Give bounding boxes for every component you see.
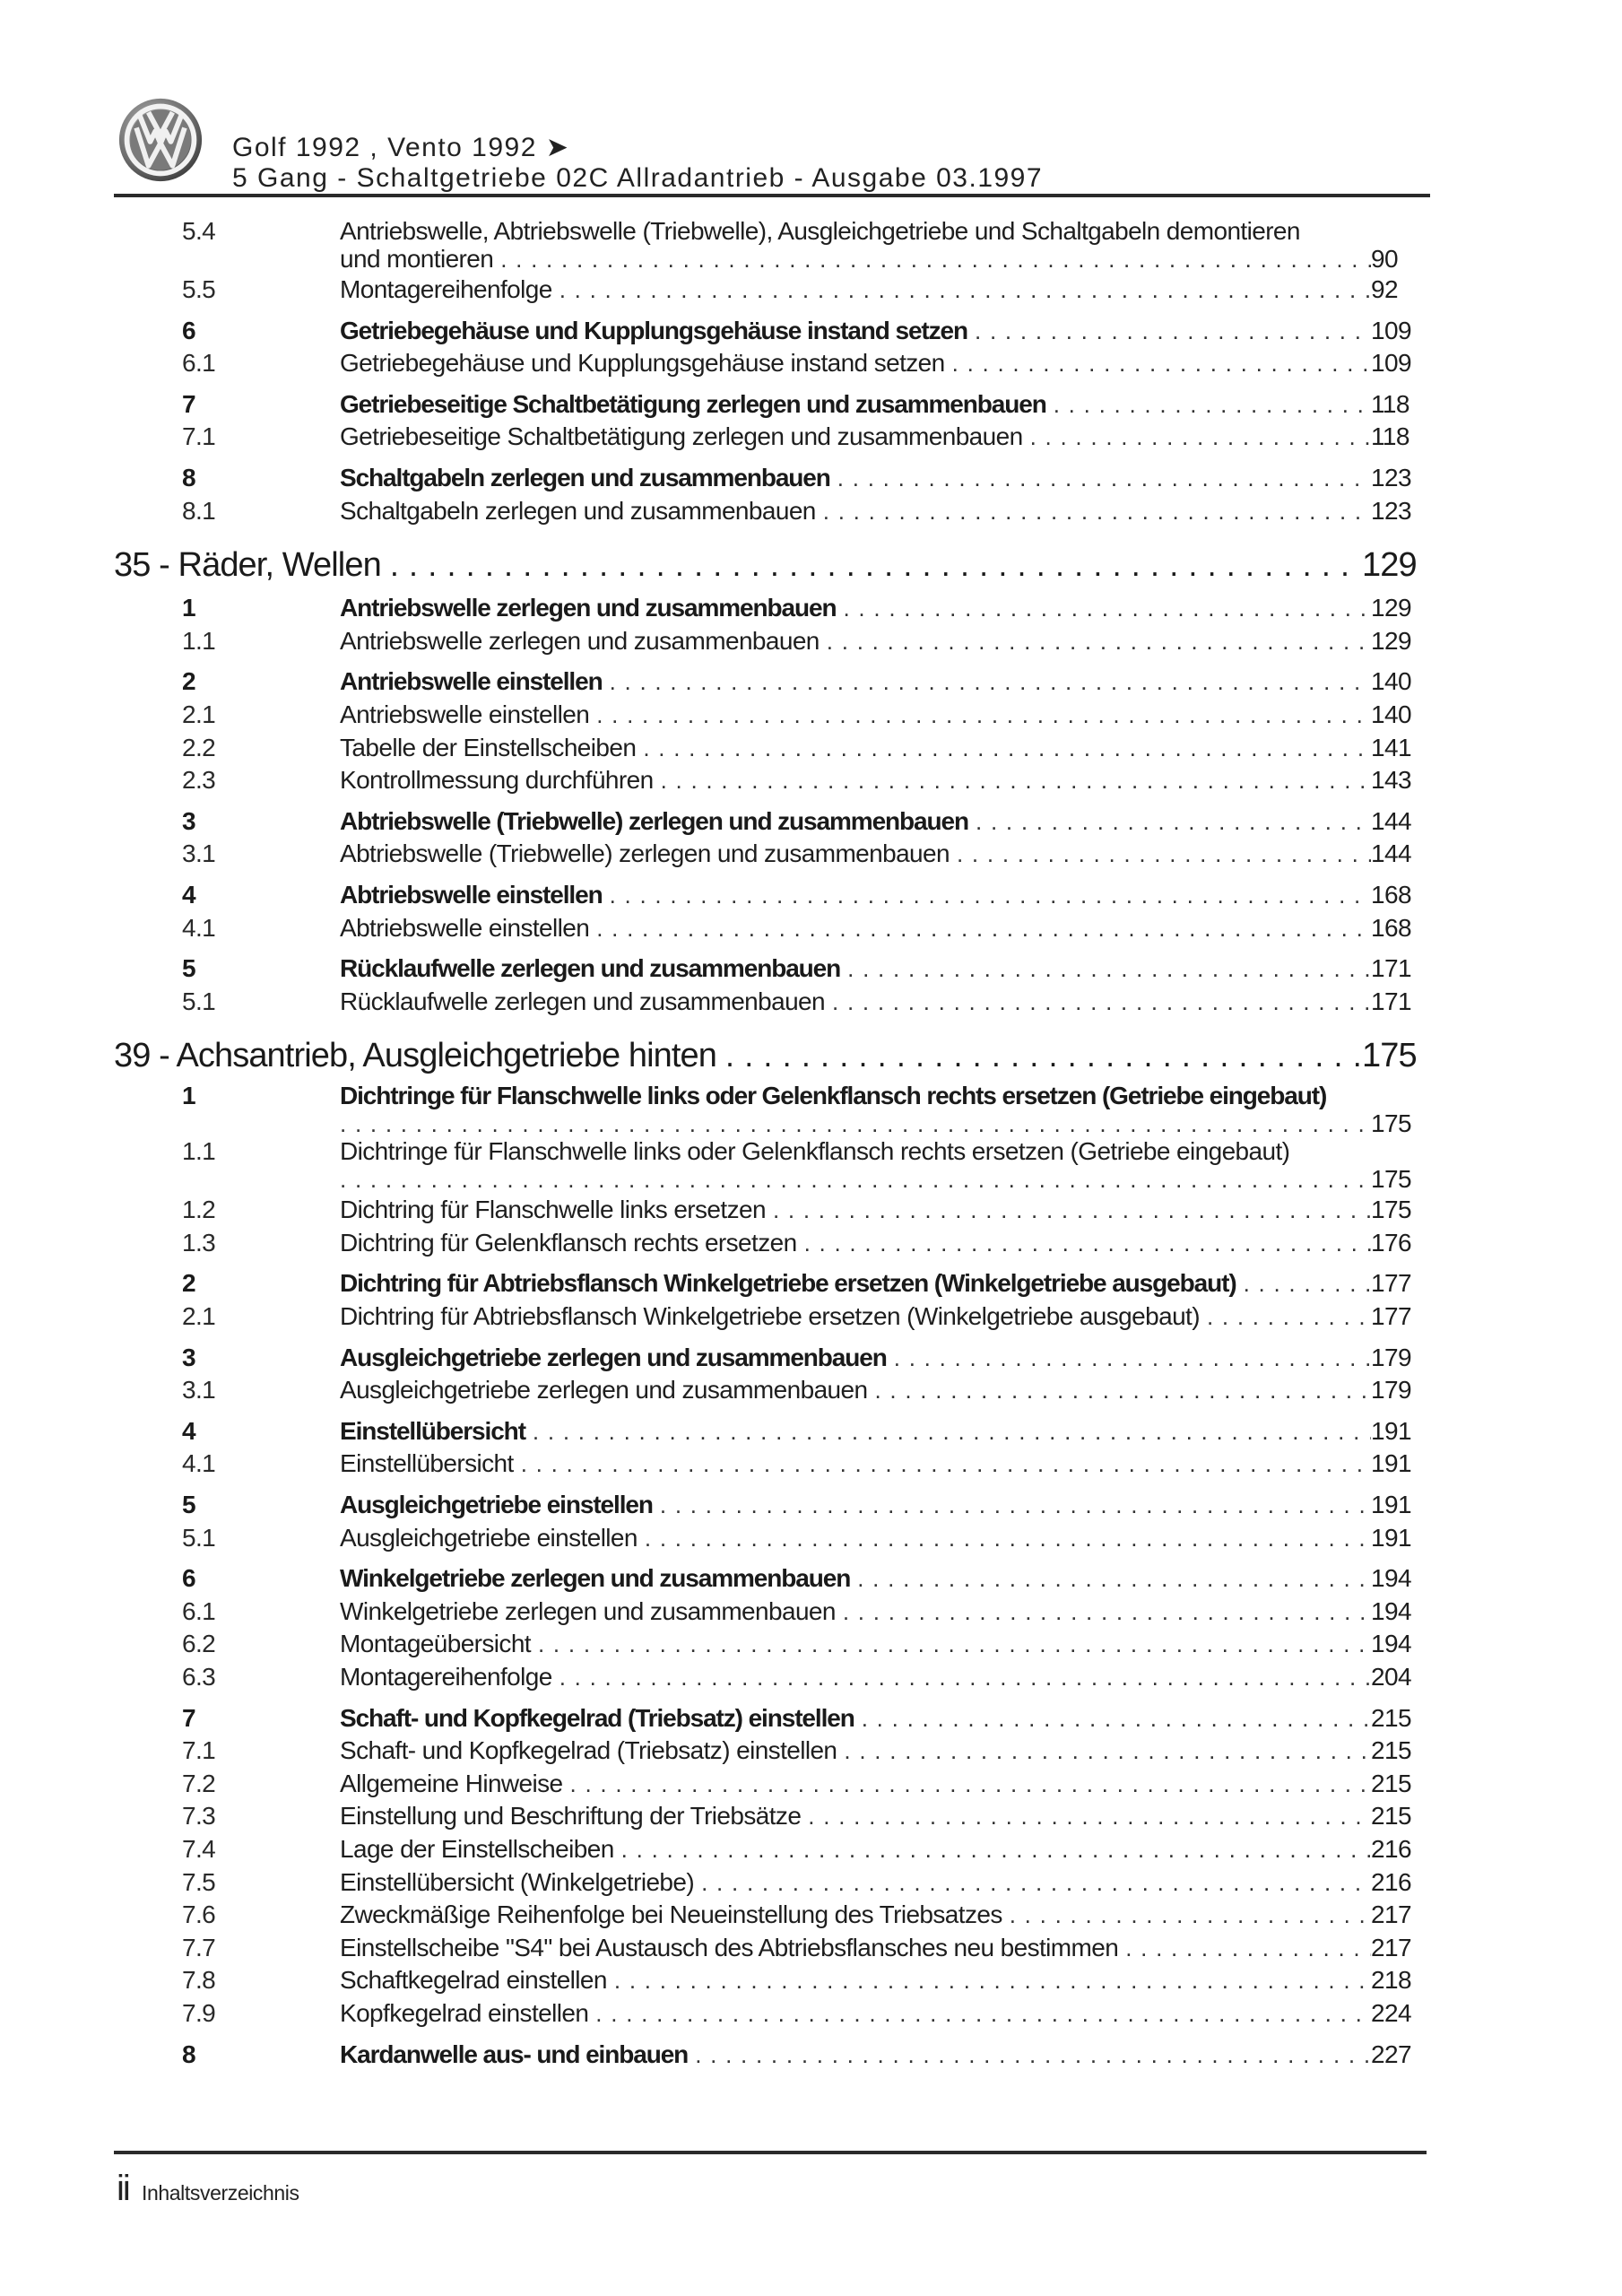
toc-entry-page[interactable]: 217 xyxy=(1371,1933,1411,1961)
dot-leader xyxy=(660,1489,1371,1522)
toc-entry-number: 3 xyxy=(182,806,195,835)
dot-leader xyxy=(1030,421,1371,454)
toc-entry[interactable] xyxy=(114,495,1423,528)
dot-leader xyxy=(957,838,1371,871)
toc-entry-number: 7.9 xyxy=(182,1998,216,2027)
toc-entry-number: 7 xyxy=(182,1703,195,1732)
toc-entry-number: 5.1 xyxy=(182,987,216,1015)
toc-entry-number: 4.1 xyxy=(182,1449,216,1478)
toc-entry-title[interactable]: Dichtringe für Flanschwelle links oder Gelenkflansch rechts ersetzen (Getriebe eingebaut) xyxy=(340,1137,1290,1166)
dot-leader xyxy=(976,805,1371,839)
toc-entry-title[interactable]: Rücklaufwelle zerlegen und zusammenbauen xyxy=(340,987,826,1015)
dot-leader xyxy=(1125,1932,1371,1965)
dot-leader xyxy=(533,1415,1371,1448)
toc-entry-number: 4 xyxy=(182,880,195,909)
toc-entry[interactable] xyxy=(114,347,1423,380)
toc-entry-number: 6 xyxy=(182,1564,195,1593)
toc-entry-page[interactable]: 217 xyxy=(1371,1900,1411,1929)
dot-leader xyxy=(1207,1300,1371,1334)
toc-entry-number: 2.2 xyxy=(182,733,216,761)
toc-entry[interactable] xyxy=(114,1800,1423,1833)
toc-entry[interactable] xyxy=(114,699,1423,732)
toc-entry-page[interactable]: 215 xyxy=(1371,1802,1411,1831)
toc-entry[interactable] xyxy=(114,462,1423,495)
toc-entry-page[interactable]: 144 xyxy=(1371,839,1411,868)
toc-entry-page[interactable]: 191 xyxy=(1371,1523,1411,1552)
toc-entry[interactable] xyxy=(114,2039,1423,2072)
dot-leader xyxy=(827,625,1371,658)
toc-entry[interactable] xyxy=(114,1374,1423,1407)
dot-leader xyxy=(596,699,1371,732)
dot-leader xyxy=(595,1997,1371,2031)
toc-entry-page[interactable]: 215 xyxy=(1371,1703,1411,1732)
dot-leader xyxy=(1010,1899,1371,1932)
toc-entry[interactable] xyxy=(114,625,1423,658)
toc-entry-page[interactable]: 216 xyxy=(1371,1834,1411,1863)
dot-leader xyxy=(874,1374,1371,1407)
page-number: ii xyxy=(117,2169,129,2208)
toc-entry-page[interactable]: 204 xyxy=(1371,1663,1411,1691)
toc-entry-number: 7.1 xyxy=(182,1736,216,1765)
toc-entry-number: 1.1 xyxy=(182,626,216,655)
toc-entry-title[interactable]: Dichtring für Abtriebsflansch Winkelgetriebe ersetzen (Winkelgetriebe ausgebaut) xyxy=(340,1269,1236,1298)
toc-entry-page[interactable]: 129 xyxy=(1371,626,1411,655)
toc-entry-number: 5 xyxy=(182,1491,195,1519)
toc-entry-page[interactable]: 175 xyxy=(1371,1196,1411,1224)
toc-entry-continuation[interactable] xyxy=(114,245,1423,274)
toc-entry-page[interactable]: 177 xyxy=(1371,1302,1411,1331)
dot-leader xyxy=(843,592,1371,625)
toc-entry-title[interactable]: Dichtringe für Flanschwelle links oder Gelenkflansch rechts ersetzen (Getriebe eingebaut) xyxy=(340,1082,1327,1110)
toc-entry[interactable] xyxy=(114,912,1423,945)
document-subtitle: 5 Gang - Schaltgetriebe 02C Allradantrieb - Ausgabe 03.1997 xyxy=(232,163,1044,193)
toc-entry-title[interactable]: Antriebswelle einstellen xyxy=(340,667,603,696)
header-divider xyxy=(114,194,1430,197)
toc-entry-number: 5.4 xyxy=(182,217,216,245)
toc-entry[interactable] xyxy=(114,1833,1423,1866)
toc-entry-title[interactable]: Abtriebswelle einstellen xyxy=(340,880,603,909)
toc-entry[interactable] xyxy=(114,1866,1423,1900)
toc-entry-title[interactable]: Winkelgetriebe zerlegen und zusammenbauen xyxy=(340,1596,836,1625)
toc-entry[interactable] xyxy=(114,421,1423,454)
dot-leader xyxy=(559,274,1371,307)
toc-entry-page[interactable]: 194 xyxy=(1371,1596,1411,1625)
dot-leader xyxy=(804,1227,1371,1260)
toc-entry-title[interactable]: Rücklaufwelle zerlegen und zusammenbauen xyxy=(340,954,841,983)
toc-entry-title[interactable]: Antriebswelle zerlegen und zusammenbauen xyxy=(340,626,820,655)
dot-leader xyxy=(559,1661,1371,1694)
toc-entry[interactable] xyxy=(114,1899,1423,1932)
page-header xyxy=(114,90,1430,197)
toc-entry-title[interactable]: Einstellübersicht xyxy=(340,1416,525,1445)
toc-entry-page[interactable]: 144 xyxy=(1371,806,1411,835)
toc-entry-title[interactable]: Abtriebswelle (Triebwelle) zerlegen und zusammenbauen xyxy=(340,839,950,868)
toc-entry-number: 1 xyxy=(182,594,195,622)
toc-entry[interactable] xyxy=(114,1964,1423,1997)
toc-entry-number: 3.1 xyxy=(182,1376,216,1405)
dot-leader xyxy=(773,1194,1371,1227)
toc-entry-page[interactable]: 224 xyxy=(1371,1998,1411,2027)
toc-entry[interactable] xyxy=(114,1768,1423,1801)
toc-entry-page[interactable]: 109 xyxy=(1371,349,1411,378)
toc-entry-page[interactable]: 92 xyxy=(1371,275,1398,303)
toc-entry-title[interactable]: Einstellscheibe "S4" bei Austausch des Abtriebsflansches neu bestimmen xyxy=(340,1933,1119,1961)
toc-entry-number: 1.1 xyxy=(182,1137,216,1166)
toc-entry-number: 7.5 xyxy=(182,1867,216,1896)
toc-entry[interactable] xyxy=(114,986,1423,1019)
toc-entry[interactable] xyxy=(114,1596,1423,1629)
dot-leader xyxy=(596,912,1371,945)
toc-entry-page[interactable]: 191 xyxy=(1371,1491,1411,1519)
dot-leader xyxy=(1244,1267,1371,1300)
toc-entry-title[interactable]: Schaltgabeln zerlegen und zusammenbauen xyxy=(340,463,830,491)
dot-leader xyxy=(645,1522,1371,1555)
toc-entry-title[interactable]: Einstellübersicht (Winkelgetriebe) xyxy=(340,1867,695,1896)
dot-leader xyxy=(857,1562,1371,1596)
toc-entry-number: 1.3 xyxy=(182,1228,216,1257)
toc-entry-page[interactable]: 194 xyxy=(1371,1630,1411,1658)
toc-entry-page[interactable]: 123 xyxy=(1371,496,1411,525)
toc-entry-title[interactable]: Antriebswelle einstellen xyxy=(340,700,590,728)
toc-entry-title[interactable]: Allgemeine Hinweise xyxy=(340,1769,563,1797)
toc-entry-page[interactable]: 129 xyxy=(1371,594,1411,622)
dot-leader xyxy=(340,1165,1371,1194)
toc-entry-title[interactable]: Schaftkegelrad einstellen xyxy=(340,1966,607,1995)
toc-entry[interactable] xyxy=(114,1138,1423,1165)
toc-entry-title[interactable]: Winkelgetriebe zerlegen und zusammenbauen xyxy=(340,1564,851,1593)
dot-leader xyxy=(340,1109,1371,1138)
toc-entry-number: 5.1 xyxy=(182,1523,216,1552)
toc-entry[interactable] xyxy=(114,1661,1423,1694)
toc-entry-title[interactable]: Dichtring für Flanschwelle links ersetzen xyxy=(340,1196,766,1224)
toc-entry-page[interactable]: 179 xyxy=(1371,1376,1411,1405)
toc-entry-page[interactable]: 175 xyxy=(1371,1165,1411,1194)
toc-entry[interactable] xyxy=(114,1489,1423,1522)
toc-entry-number: 7.2 xyxy=(182,1769,216,1797)
toc-entry-leader-row[interactable] xyxy=(114,1165,1423,1194)
toc-entry-number: 7.7 xyxy=(182,1933,216,1961)
toc-entry-title[interactable]: Ausgleichgetriebe einstellen xyxy=(340,1491,653,1519)
toc-entry-title[interactable]: Kopfkegelrad einstellen xyxy=(340,1998,589,2027)
toc-entry-page[interactable]: 118 xyxy=(1371,389,1409,418)
toc-entry[interactable] xyxy=(114,1342,1423,1375)
toc-entry-page[interactable]: 227 xyxy=(1371,2039,1411,2068)
chapter-page[interactable]: 175 xyxy=(1362,1037,1417,1075)
dot-leader xyxy=(837,462,1371,495)
toc-entry-page[interactable]: 140 xyxy=(1371,700,1411,728)
toc-entry-page[interactable]: 168 xyxy=(1371,913,1411,942)
toc-entry-number: 2.3 xyxy=(182,766,216,795)
dot-leader xyxy=(1054,388,1371,422)
toc-entry-title[interactable]: Abtriebswelle einstellen xyxy=(340,913,590,942)
dot-leader xyxy=(975,315,1371,348)
toc-entry-number: 7.6 xyxy=(182,1900,216,1929)
dot-leader xyxy=(621,1833,1371,1866)
section-label: Inhaltsverzeichnis xyxy=(142,2181,299,2205)
dot-leader xyxy=(614,1964,1371,1997)
dot-leader xyxy=(661,764,1371,797)
toc-entry-number: 8 xyxy=(182,463,195,491)
toc-entry-number: 3 xyxy=(182,1343,195,1371)
toc-entry-page[interactable]: 191 xyxy=(1371,1416,1411,1445)
toc-entry-title[interactable]: Dichtring für Abtriebsflansch Winkelgetriebe ersetzen (Winkelgetriebe ausgebaut) xyxy=(340,1302,1200,1331)
toc-entry-page[interactable]: 191 xyxy=(1371,1449,1411,1478)
toc-entry[interactable] xyxy=(114,1522,1423,1555)
toc-entry-number: 2.1 xyxy=(182,700,216,728)
toc-entry-number: 8 xyxy=(182,2039,195,2068)
toc-entry-number: 6.1 xyxy=(182,349,216,378)
toc-entry-number: 1.2 xyxy=(182,1196,216,1224)
chapter-page[interactable]: 129 xyxy=(1362,546,1417,585)
toc-entry[interactable] xyxy=(114,592,1423,625)
toc-entry-number: 7.8 xyxy=(182,1966,216,1995)
toc-entry[interactable] xyxy=(114,1448,1423,1481)
dot-leader xyxy=(701,1866,1371,1900)
toc-entry-title[interactable]: Antriebswelle zerlegen und zusammenbauen xyxy=(340,594,837,622)
vw-logo-icon xyxy=(117,97,204,183)
toc-entry-number: 6.1 xyxy=(182,1596,216,1625)
toc-entry-title[interactable]: Einstellübersicht xyxy=(340,1449,514,1478)
dot-leader xyxy=(695,2039,1371,2072)
toc-entry-title-continuation[interactable]: und montieren xyxy=(340,245,494,273)
toc-entry[interactable] xyxy=(114,315,1423,348)
dot-leader xyxy=(847,952,1371,986)
dot-leader xyxy=(725,1029,1362,1083)
toc-entry[interactable] xyxy=(114,1932,1423,1965)
toc-entry[interactable] xyxy=(114,1997,1423,2031)
toc-entry-page[interactable]: 168 xyxy=(1371,880,1411,909)
toc-entry-title[interactable]: Dichtring für Gelenkflansch rechts ersetzen xyxy=(340,1228,797,1257)
dot-leader xyxy=(521,1448,1371,1481)
toc-entry-page[interactable]: 90 xyxy=(1371,245,1398,273)
toc-entry-title[interactable]: Schaltgabeln zerlegen und zusammenbauen xyxy=(340,496,816,525)
toc-entry-number: 1 xyxy=(182,1082,195,1110)
document-title: Golf 1992 , Vento 1992 ➤ xyxy=(232,133,570,162)
dot-leader xyxy=(808,1800,1371,1833)
toc-entry-number: 6 xyxy=(182,316,195,344)
toc-entry-number: 7.1 xyxy=(182,422,216,451)
toc-entry-number: 4 xyxy=(182,1416,195,1445)
toc-entry-page[interactable]: 176 xyxy=(1371,1228,1411,1257)
toc-entry[interactable] xyxy=(114,732,1423,765)
toc-entry-number: 4.1 xyxy=(182,913,216,942)
toc-entry-number: 8.1 xyxy=(182,496,216,525)
toc-entry-title[interactable]: Getriebegehäuse und Kupplungsgehäuse instand setzen xyxy=(340,316,968,344)
dot-leader xyxy=(538,1628,1371,1661)
toc-entry[interactable] xyxy=(114,764,1423,797)
toc-entry[interactable] xyxy=(114,1735,1423,1768)
dot-leader xyxy=(823,495,1371,528)
toc-entry-title[interactable]: Antriebswelle, Abtriebswelle (Triebwelle), Ausgleichgetriebe und Schaltgabeln demontieren xyxy=(340,217,1300,245)
toc-entry-title[interactable]: Getriebeseitige Schaltbetätigung zerlegen und zusammenbauen xyxy=(340,422,1023,451)
toc-entry-page[interactable]: 141 xyxy=(1371,733,1411,761)
dot-leader xyxy=(610,879,1371,912)
toc-entry-number: 7.3 xyxy=(182,1802,216,1831)
toc-entry-title[interactable]: Zweckmäßige Reihenfolge bei Neueinstellung des Triebsatzes xyxy=(340,1900,1002,1929)
toc-chapter-heading[interactable] xyxy=(114,1029,1423,1083)
dot-leader xyxy=(610,665,1371,699)
toc-entry[interactable] xyxy=(114,1562,1423,1596)
toc-entry[interactable] xyxy=(114,1267,1423,1300)
toc-entry-page[interactable]: 123 xyxy=(1371,463,1411,491)
toc-entry-page[interactable]: 215 xyxy=(1371,1736,1411,1765)
toc-entry-page[interactable]: 179 xyxy=(1371,1343,1411,1371)
toc-entry-leader-row[interactable] xyxy=(114,1109,1423,1138)
toc-entry[interactable] xyxy=(114,952,1423,986)
toc-entry-page[interactable]: 118 xyxy=(1371,422,1409,451)
toc-entry-page[interactable]: 194 xyxy=(1371,1564,1411,1593)
chapter-title[interactable]: 39 - Achsantrieb, Ausgleichgetriebe hinten xyxy=(114,1037,717,1075)
toc-entry-number: 5.5 xyxy=(182,275,216,303)
toc-entry-page[interactable]: 140 xyxy=(1371,667,1411,696)
toc-entry[interactable] xyxy=(114,1300,1423,1334)
toc-entry-page[interactable]: 218 xyxy=(1371,1966,1411,1995)
toc-entry-title[interactable]: Tabelle der Einstellscheiben xyxy=(340,733,637,761)
toc-entry-title[interactable]: Montageübersicht xyxy=(340,1630,531,1658)
toc-entry-page[interactable]: 216 xyxy=(1371,1867,1411,1896)
toc-entry-title[interactable]: Schaft- und Kopfkegelrad (Triebsatz) einstellen xyxy=(340,1736,837,1765)
toc-entry-number: 2 xyxy=(182,1269,195,1298)
toc-entry-title[interactable]: Ausgleichgetriebe zerlegen und zusammenbauen xyxy=(340,1343,887,1371)
dot-leader xyxy=(894,1342,1371,1375)
toc-entry-title[interactable]: Lage der Einstellscheiben xyxy=(340,1834,614,1863)
toc-entry[interactable] xyxy=(114,218,1423,245)
toc-entry-page[interactable]: 175 xyxy=(1371,1109,1411,1138)
dot-leader xyxy=(952,347,1371,380)
toc-entry-page[interactable]: 171 xyxy=(1371,987,1411,1015)
toc-entry-page[interactable]: 215 xyxy=(1371,1769,1411,1797)
toc-entry-number: 7 xyxy=(182,389,195,418)
toc-entry[interactable] xyxy=(114,838,1423,871)
toc-entry-number: 6.3 xyxy=(182,1663,216,1691)
chapter-title[interactable]: 35 - Räder, Wellen xyxy=(114,546,381,585)
toc-entry-number: 5 xyxy=(182,954,195,983)
footer-divider xyxy=(114,2151,1427,2154)
toc-entry[interactable] xyxy=(114,879,1423,912)
toc-entry-title[interactable]: Ausgleichgetriebe zerlegen und zusammenbauen xyxy=(340,1376,868,1405)
toc-entry-title[interactable]: Montagereihenfolge xyxy=(340,1663,552,1691)
toc-entry[interactable] xyxy=(114,274,1423,307)
toc-entry-page[interactable]: 109 xyxy=(1371,316,1411,344)
toc-entry[interactable] xyxy=(114,1083,1423,1109)
toc-entry-number: 2.1 xyxy=(182,1302,216,1331)
toc-entry-page[interactable]: 143 xyxy=(1371,766,1411,795)
dot-leader xyxy=(570,1768,1371,1801)
toc-entry[interactable] xyxy=(114,1194,1423,1227)
toc-entry-title[interactable]: Kontrollmessung durchführen xyxy=(340,766,654,795)
toc-entry-page[interactable]: 171 xyxy=(1371,954,1411,983)
dot-leader xyxy=(643,732,1371,765)
toc-entry-title[interactable]: Montagereihenfolge xyxy=(340,275,552,303)
toc-entry-title[interactable]: Einstellung und Beschriftung der Triebsätze xyxy=(340,1802,802,1831)
toc-entry[interactable] xyxy=(114,805,1423,839)
toc-entry-number: 3.1 xyxy=(182,839,216,868)
dot-leader xyxy=(843,1596,1371,1629)
dot-leader xyxy=(500,245,1371,274)
table-of-contents xyxy=(114,218,1423,2071)
dot-leader xyxy=(832,986,1371,1019)
toc-entry-title[interactable]: Schaft- und Kopfkegelrad (Triebsatz) einstellen xyxy=(340,1703,854,1732)
toc-entry-page[interactable]: 177 xyxy=(1371,1269,1411,1298)
toc-entry-title[interactable]: Kardanwelle aus- und einbauen xyxy=(340,2039,689,2068)
toc-entry[interactable] xyxy=(114,665,1423,699)
dot-leader xyxy=(844,1735,1371,1768)
toc-entry-number: 2 xyxy=(182,667,195,696)
dot-leader xyxy=(862,1702,1371,1735)
toc-entry-number: 6.2 xyxy=(182,1630,216,1658)
toc-entry-title[interactable]: Ausgleichgetriebe einstellen xyxy=(340,1523,638,1552)
toc-entry[interactable] xyxy=(114,388,1423,422)
toc-entry[interactable] xyxy=(114,1415,1423,1448)
toc-entry[interactable] xyxy=(114,1702,1423,1735)
toc-entry-number: 7.4 xyxy=(182,1834,216,1863)
toc-chapter-heading[interactable] xyxy=(114,538,1423,592)
toc-entry-title[interactable]: Abtriebswelle (Triebwelle) zerlegen und zusammenbauen xyxy=(340,806,968,835)
toc-entry[interactable] xyxy=(114,1227,1423,1260)
toc-entry-title[interactable]: Getriebegehäuse und Kupplungsgehäuse instand setzen xyxy=(340,349,945,378)
toc-entry[interactable] xyxy=(114,1628,1423,1661)
dot-leader xyxy=(390,538,1362,592)
toc-entry-title[interactable]: Getriebeseitige Schaltbetätigung zerlegen und zusammenbauen xyxy=(340,389,1046,418)
